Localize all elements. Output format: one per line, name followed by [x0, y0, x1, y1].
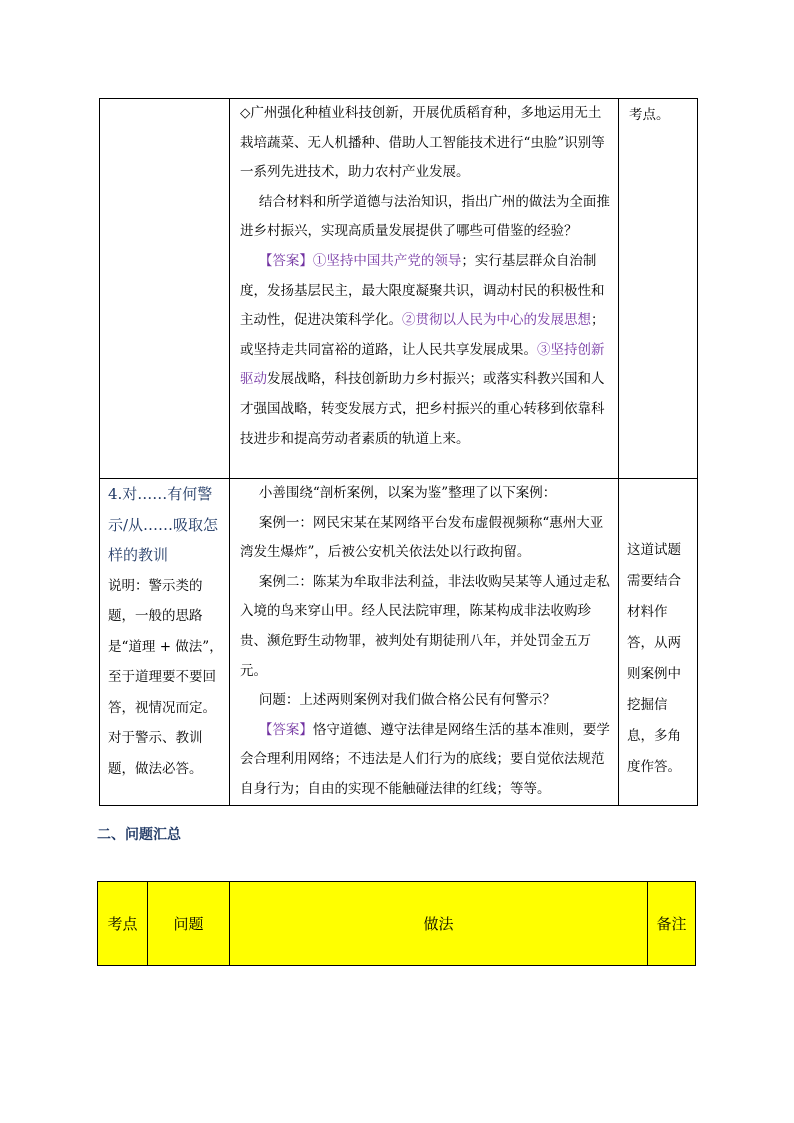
table-row — [100, 479, 698, 806]
case-question: 问题：上述两则案例对我们做合格公民有何警示？ — [258, 692, 556, 709]
answer-point-3: ③坚持创新驱动 — [240, 341, 605, 388]
row2-right-cell — [619, 479, 698, 806]
answer-tag: 【答案】 — [258, 721, 313, 738]
case-intro: 小善围绕“剖析案例，以案为鉴”整理了以下案例： — [258, 485, 557, 501]
summary-header-table — [97, 881, 696, 966]
question-type-heading: 4.对……有何警示/从……吸取怎样的教训 — [108, 485, 219, 564]
header-cell-kaodian: 考点 — [98, 882, 148, 966]
row1-right-cell: 考点。 — [619, 99, 698, 479]
answer-point-2-rest: ；或坚持走共同富裕的道路，让人民共享发展成果。 — [240, 312, 605, 358]
header-cell-zuofa: 做法 — [230, 882, 648, 966]
answer-point-1: ①坚持中国共产党的领导 — [312, 252, 462, 269]
table-header-row — [98, 882, 696, 966]
case-answer — [240, 716, 612, 805]
row1-left-cell — [100, 99, 230, 479]
answer-tag: 【答案】 — [258, 252, 313, 269]
case-answer-text: 恪守道德、遵守法律是网络生活的基本准则，要学会合理利用网络；不违法是人们行为的底线；要自觉依法规范自身行为；自由的实现不能触碰法律的红线；等等。 — [240, 721, 610, 797]
answer-paragraph — [240, 247, 612, 454]
header-cell-beizhu: 备注 — [648, 882, 696, 966]
table-row — [100, 99, 698, 479]
answer-point-3-rest: 发展战略，科技创新助力乡村振兴；或落实科教兴国和人才强国战略，转变发展方式，把乡村振兴的重心转移到依靠科技进步和提高劳动者素质的轨道上来。 — [240, 371, 605, 447]
case-two: 案例二：陈某为牟取非法利益，非法收购吴某等人通过走私入境的鸟来穿山甲。经人民法院审理，陈某构成非法收购珍贵、濒危野生动物罪，被判处有期徒刑八年，并处罚金五万元。 — [240, 573, 610, 679]
answer-point-2: ②贯彻以人民为中心的发展思想 — [402, 312, 591, 329]
question-type-note: 说明：警示类的题，一般的思路是“道理 + 做法”，至于道理要不要回答，视情况而定。对于警示、教训题，做法必答。 — [108, 577, 223, 777]
content-table — [99, 98, 698, 806]
material-text: ◇广州强化种植业科技创新，开展优质稻育种，多地运用无土栽培蔬菜、无人机播种、借助人工智能技术进行“虫脸”识别等一系列先进技术，助力农村产业发展。 — [240, 105, 605, 181]
header-cell-wenti: 问题 — [148, 882, 230, 966]
question-text: 结合材料和所学道德与法治知识，指出广州的做法为全面推进乡村振兴，实现高质量发展提供了哪些可借鉴的经验？ — [240, 193, 610, 240]
row1-middle-cell — [230, 99, 619, 479]
row2-right-note: 这道试题需要结合材料作答，从两则案例中挖掘信息，多角度作答。 — [627, 541, 681, 775]
case-one: 案例一：网民宋某在某网络平台发布虚假视频称“惠州大亚湾发生爆炸”，后被公安机关依法处以行政拘留。 — [240, 514, 604, 561]
row2-left-cell — [100, 479, 230, 806]
section-title: 二、问题汇总 — [97, 827, 181, 843]
row2-middle-cell — [230, 479, 619, 806]
answer-point-1-rest: ；实行基层群众自治制度，发扬基层民主，最大限度凝聚共识，调动村民的积极性和主动性，促进决策科学化。 — [240, 252, 605, 329]
